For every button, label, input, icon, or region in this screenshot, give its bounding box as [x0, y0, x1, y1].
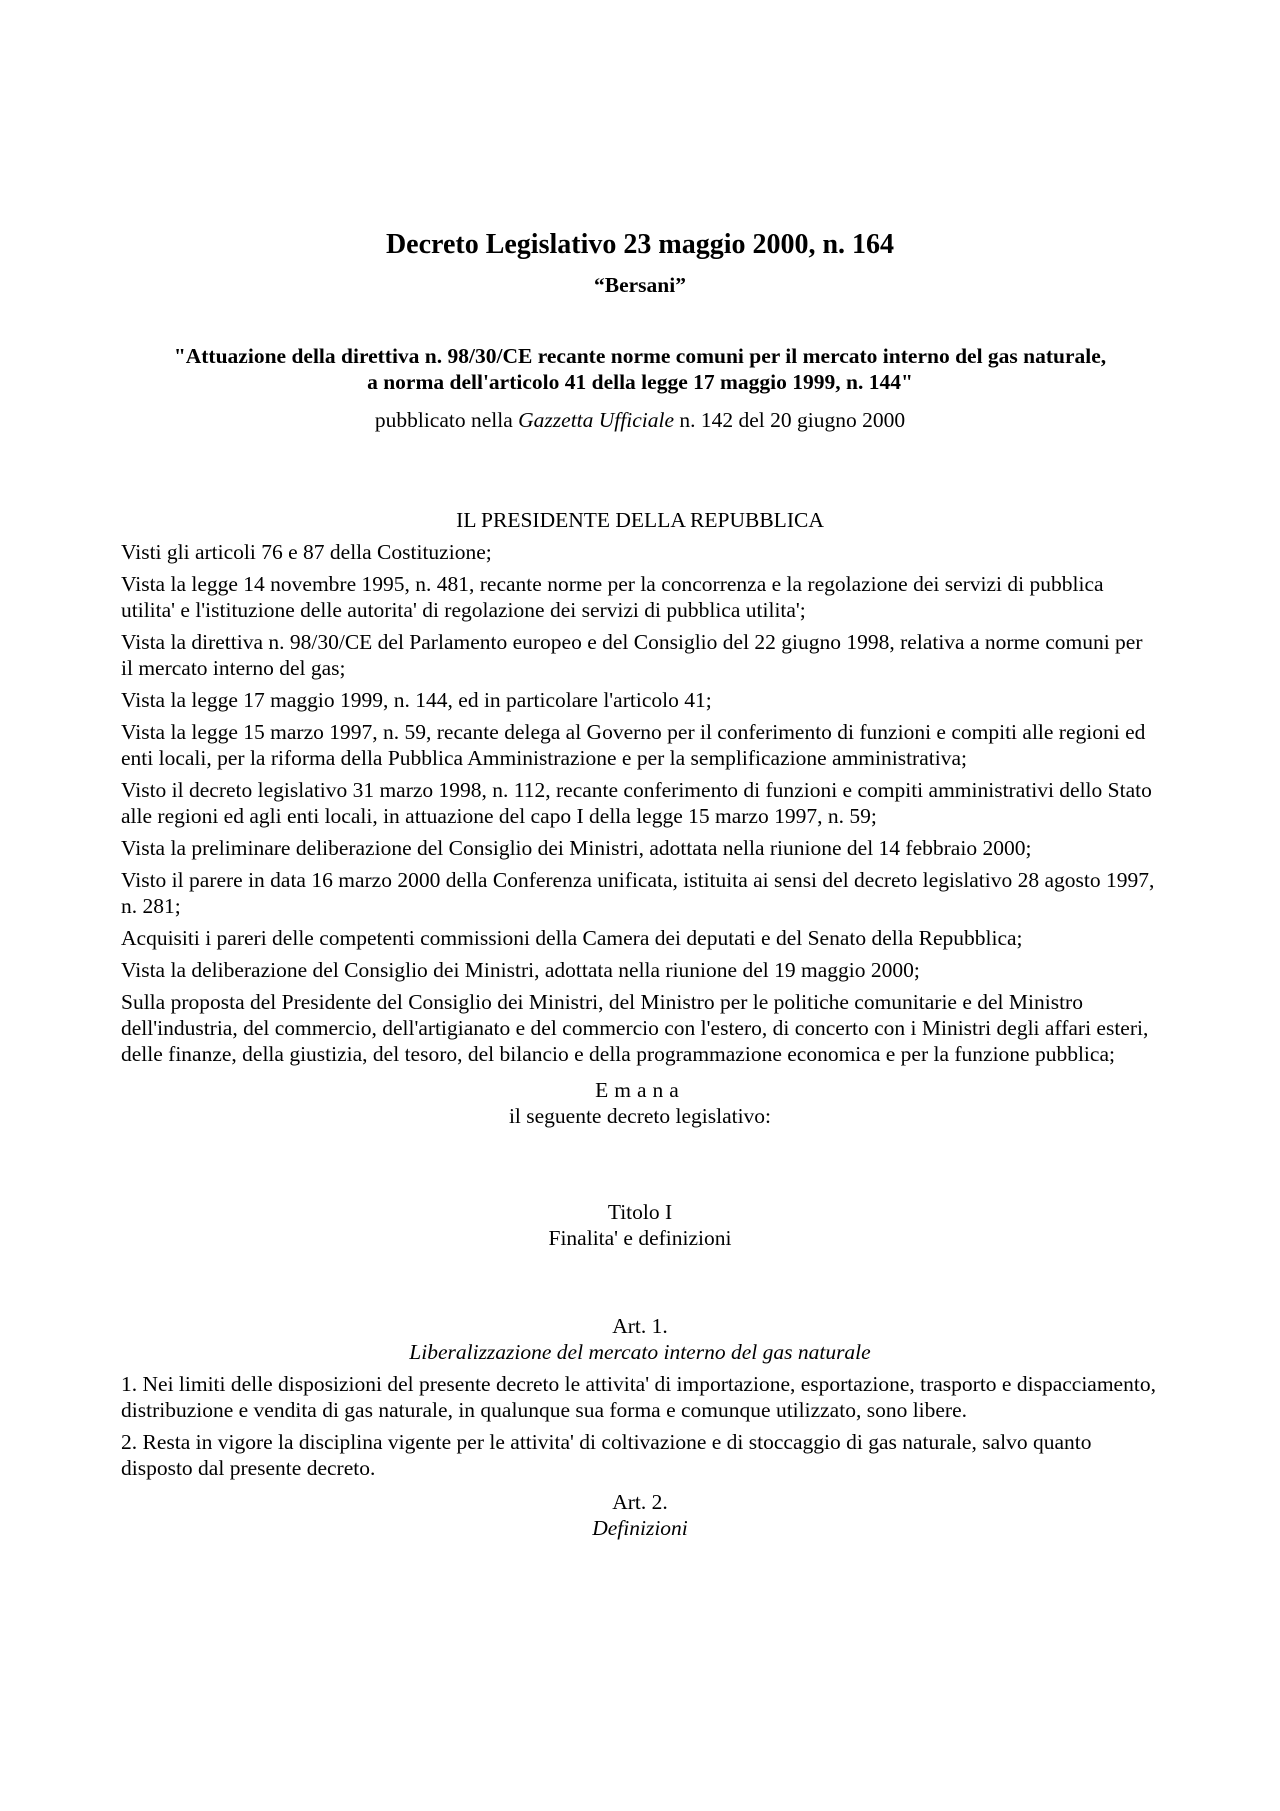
publication-note: [121, 407, 1159, 433]
document-title: Decreto Legislativo 23 maggio 2000, n. 164: [385, 229, 895, 260]
article-1-heading: [121, 1313, 1159, 1365]
preamble-paragraph: Vista la legge 17 maggio 1999, n. 144, ed in particolare l'articolo 41;: [121, 688, 712, 712]
titolo-label: Titolo I: [607, 1200, 673, 1224]
preamble-paragraph: Acquisiti i pareri delle competenti commissioni della Camera dei deputati e del Senato della Repubblica;: [121, 926, 1023, 950]
enactment-formula: [121, 1077, 1159, 1129]
preamble-paragraph: Visto il decreto legislativo 31 marzo 1998, n. 112, recante conferimento di funzioni e compiti amministrativi dello Stato alle regioni ed agli enti locali, in attuazione del capo I della legge 15 marzo 1997, n. 59;: [121, 778, 1152, 828]
article-label: Art. 1.: [612, 1314, 668, 1338]
preamble-paragraph: Vista la legge 15 marzo 1997, n. 59, recante delega al Governo per il conferimento di funzioni e compiti alle regioni ed enti locali, per la riforma della Pubblica Amministrazione e per la semplificazione amministrativa;: [121, 720, 1146, 770]
preamble-paragraph: Visti gli articoli 76 e 87 della Costituzione;: [121, 540, 492, 564]
preamble-paragraph: Vista la deliberazione del Consiglio dei Ministri, adottata nella riunione del 19 maggio 2000;: [121, 958, 920, 982]
document-nickname: “Bersani”: [594, 273, 686, 297]
document-subject: [121, 343, 1159, 395]
article-2-heading: [121, 1489, 1159, 1541]
emana-subtitle: il seguente decreto legislativo:: [508, 1104, 772, 1128]
article-paragraph: 1. Nei limiti delle disposizioni del presente decreto le attivita' di importazione, esportazione, trasporto e dispacciamento, distribuzione e vendita di gas naturale, in qualunque sua forma e comunque utilizzato, sono libere.: [121, 1372, 1156, 1422]
preamble-paragraph: Vista la preliminare deliberazione del Consiglio dei Ministri, adottata nella riunione del 14 febbraio 2000;: [121, 836, 1032, 860]
publication-suffix: n. 142 del 20 giugno 2000: [674, 408, 906, 432]
titolo-heading: [121, 1199, 1159, 1251]
document-page: [121, 228, 1159, 1541]
preamble-paragraph: Vista la direttiva n. 98/30/CE del Parlamento europeo e del Consiglio del 22 giugno 1998, relativa a norme comuni per il mercato interno del gas;: [121, 630, 1143, 680]
president-heading: IL PRESIDENTE DELLA REPUBBLICA: [456, 508, 824, 532]
gazette-name: Gazzetta Ufficiale: [518, 408, 675, 432]
subject-line-1: "Attuazione della direttiva n. 98/30/CE recante norme comuni per il mercato interno del gas naturale,: [173, 344, 1107, 368]
article-title: Definizioni: [592, 1516, 688, 1540]
preamble-paragraph: Sulla proposta del Presidente del Consiglio dei Ministri, del Ministro per le politiche comunitarie e del Ministro dell'industria, del commercio, dell'artigianato e del commercio con l'estero, di concerto con i Ministri degli affari esteri, delle finanze, della giustizia, del tesoro, del bilancio e della programmazione economica e per la funzione pubblica;: [121, 990, 1149, 1066]
titolo-name: Finalita' e definizioni: [548, 1226, 732, 1250]
subject-line-2: a norma dell'articolo 41 della legge 17 maggio 1999, n. 144": [367, 370, 913, 394]
publication-prefix: pubblicato nella: [374, 408, 519, 432]
article-paragraph: 2. Resta in vigore la disciplina vigente per le attivita' di coltivazione e di stoccaggio di gas naturale, salvo quanto disposto dal presente decreto.: [121, 1430, 1092, 1480]
article-title: Liberalizzazione del mercato interno del gas naturale: [409, 1340, 871, 1364]
preamble: [121, 539, 1159, 1067]
emana-word: Emana: [595, 1078, 685, 1102]
preamble-paragraph: Vista la legge 14 novembre 1995, n. 481, recante norme per la concorrenza e la regolazione dei servizi di pubblica utilita' e l'istituzione delle autorita' di regolazione dei servizi di pubblica utilita';: [121, 572, 1104, 622]
preamble-paragraph: Visto il parere in data 16 marzo 2000 della Conferenza unificata, istituita ai sensi del decreto legislativo 28 agosto 1997, n. 281;: [121, 868, 1155, 918]
article-label: Art. 2.: [612, 1490, 668, 1514]
